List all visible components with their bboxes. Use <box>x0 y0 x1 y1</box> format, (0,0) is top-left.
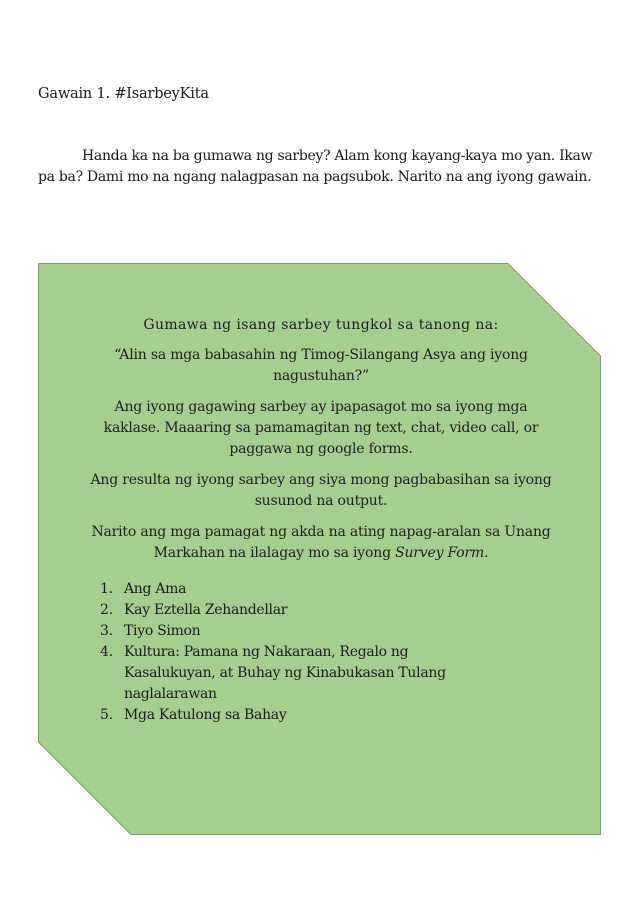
list-item <box>100 642 500 705</box>
card-text-block <box>88 315 554 574</box>
card-paragraph-titles <box>88 522 554 564</box>
card-question: “Alin sa mga babasahin ng Timog-Silangang Asya ang iyong nagustuhan?” <box>114 347 528 384</box>
list-item-text: Ang Ama <box>124 581 187 597</box>
titles-list <box>100 579 500 726</box>
list-item-text: Tiyo Simon <box>124 623 201 639</box>
card-paragraph-result: Ang resulta ng iyong sarbey ang siya mong pagbabasihan sa iyong susunod na output. <box>90 472 552 509</box>
list-item-text: Mga Katulong sa Bahay <box>124 707 287 723</box>
list-item-number: 1. <box>100 581 113 597</box>
intro-paragraph: Handa ka na ba gumawa ng sarbey? Alam kong kayang-kaya mo yan. Ikaw pa ba? Dami mo na ngang nalagpasan na pagsubok. Narito na ang iyong gawain. <box>38 148 593 185</box>
activity-heading: Gawain 1. #IsarbeyKita <box>38 86 209 102</box>
list-item-number: 3. <box>100 623 113 639</box>
list-item <box>100 600 500 621</box>
list-item <box>100 705 500 726</box>
survey-form-emphasis: Survey Form. <box>395 545 489 561</box>
card-titles-text: Narito ang mga pamagat ng akda na ating napag-aralan sa Unang Markahan na ilalagay mo sa iyong <box>91 524 551 561</box>
list-item-text: Kultura: Pamana ng Nakaraan, Regalo ng Kasalukuyan, at Buhay ng Kinabukasan Tulang naglalarawan <box>124 644 446 702</box>
list-item-text: Kay Eztella Zehandellar <box>124 602 288 618</box>
card-paragraph-instructions: Ang iyong gagawing sarbey ay ipapasagot mo sa iyong mga kaklase. Maaaring sa pamamagitan ng text, chat, video call, or paggawa ng google forms. <box>103 399 539 457</box>
list-item-number: 5. <box>100 707 113 723</box>
list-item-number: 2. <box>100 602 113 618</box>
list-item <box>100 621 500 642</box>
list-item <box>100 579 500 600</box>
instruction-card <box>38 263 601 835</box>
card-lead: Gumawa ng isang sarbey tungkol sa tanong na: <box>143 317 499 333</box>
list-item-number: 4. <box>100 644 113 660</box>
